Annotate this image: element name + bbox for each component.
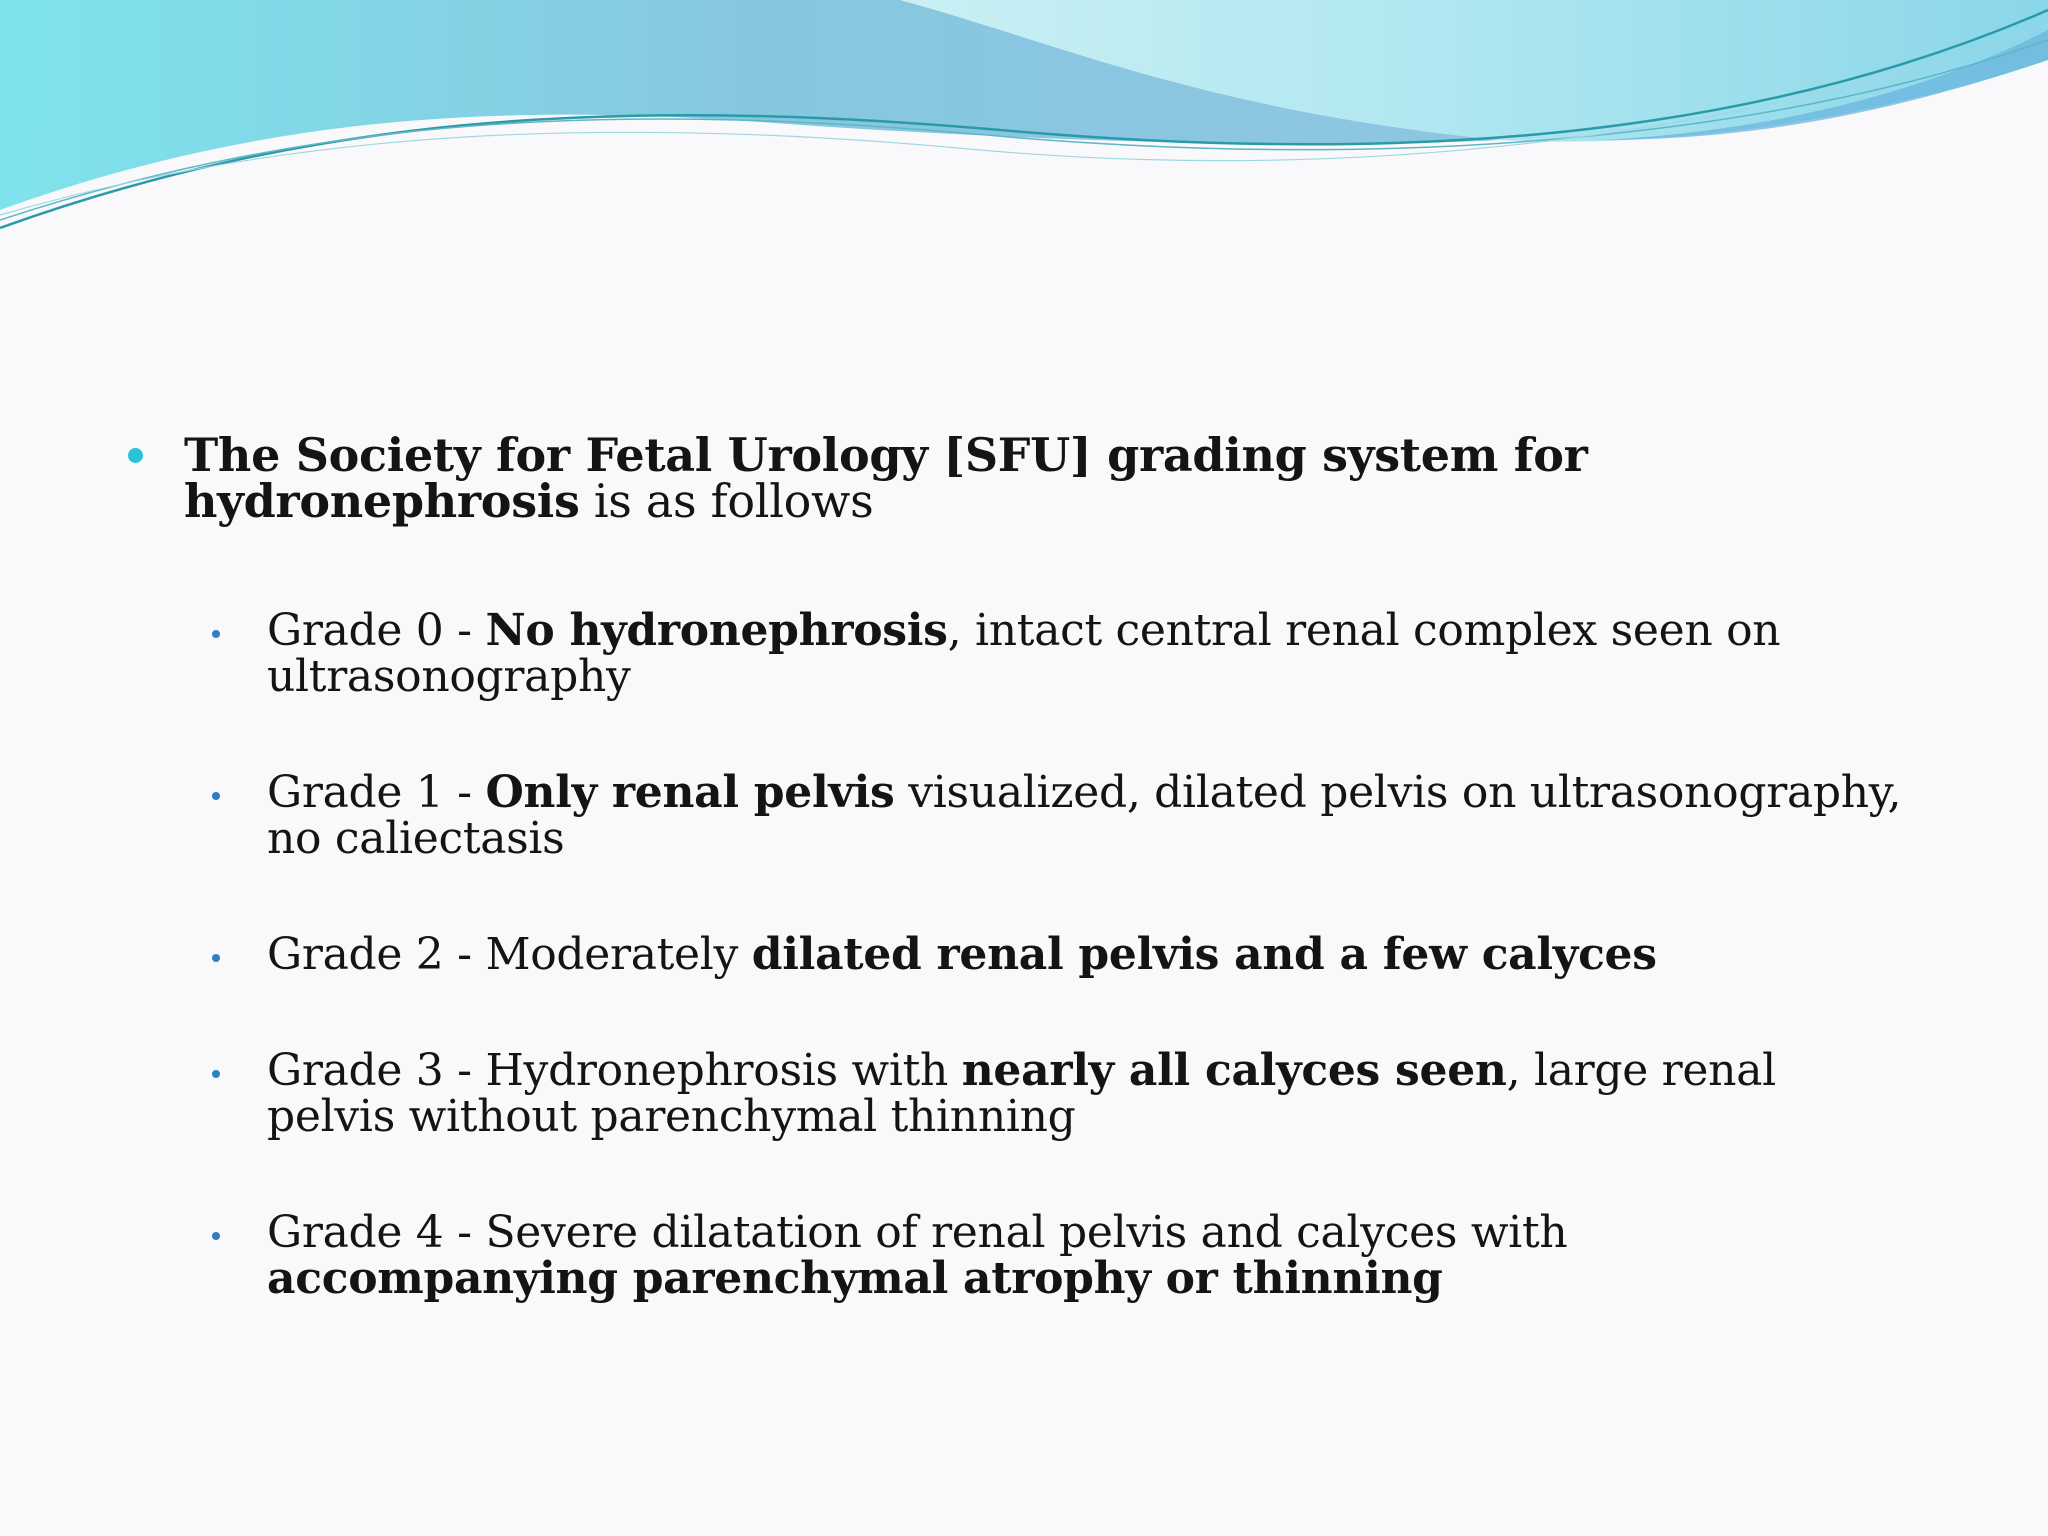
sub-bullet-dot [212, 630, 220, 638]
main-bullet-rest: is as follows [579, 474, 874, 528]
grade-text: Grade 0 - No hydronephrosis, intact central renal complex seen on ultrasonography [267, 605, 1781, 702]
sub-bullet-dot [212, 1070, 220, 1078]
sub-bullet-dot [212, 954, 220, 962]
sub-bullet-dot [212, 1232, 220, 1240]
grade-text: Grade 4 - Severe dilatation of renal pelvis and calyces with accompanying parenchymal atrophy or thinning [267, 1207, 1568, 1304]
grade-text: Grade 3 - Hydronephrosis with nearly all calyces seen, large renal pelvis without parenchymal thinning [267, 1045, 1776, 1142]
main-bullet-bold: The Society for Fetal Urology [SFU] grading system for hydronephrosis [184, 428, 1588, 528]
sub-bullet-dot [212, 792, 220, 800]
main-bullet-text [184, 428, 1944, 528]
grade-text: Grade 2 - Moderately dilated renal pelvis and a few calyces [267, 929, 1657, 980]
grade-text: Grade 1 - Only renal pelvis visualized, dilated pelvis on ultrasonography, no caliectasis [267, 767, 1902, 864]
main-bullet-dot [128, 448, 143, 463]
